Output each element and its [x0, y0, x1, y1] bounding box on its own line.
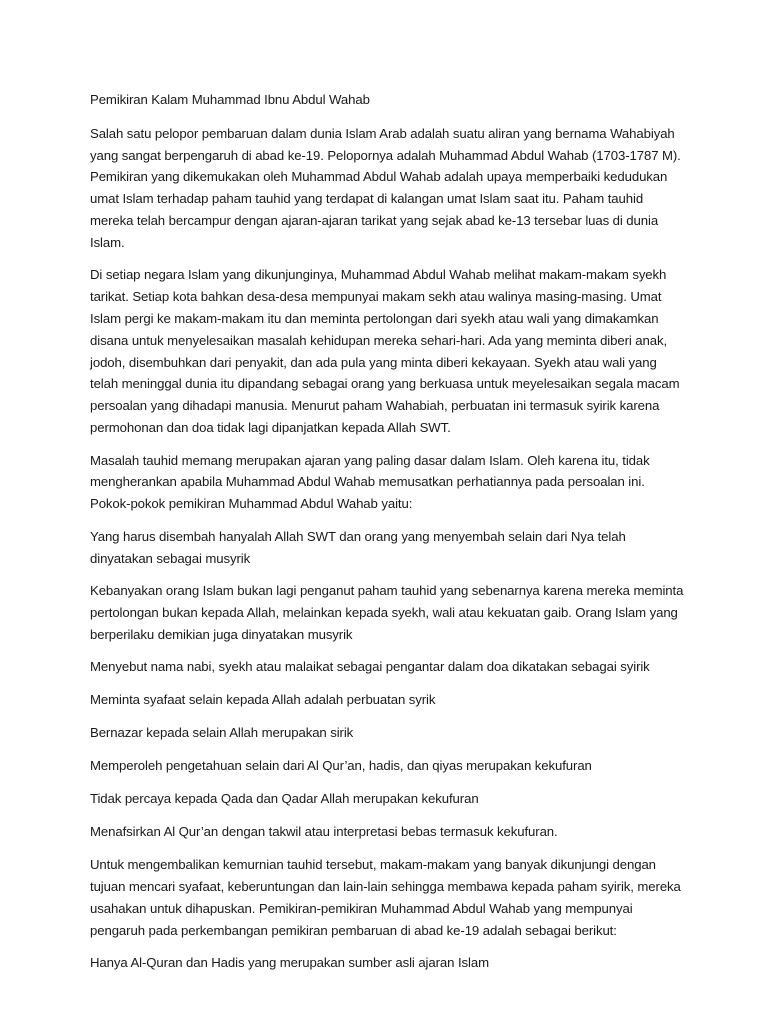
paragraph-point-meminta-syafaat: Meminta syafaat selain kepada Allah adalah perbuatan syrik	[90, 692, 436, 708]
paragraph-point-bernazar: Bernazar kepada selain Allah merupakan sirik	[90, 725, 354, 741]
paragraph-point-alquran-hadis: Hanya Al-Quran dan Hadis yang merupakan sumber asli ajaran Islam	[90, 955, 489, 971]
paragraph-masalah-tauhid: Masalah tauhid memang merupakan ajaran yang paling dasar dalam Islam. Oleh karena itu, tidak mengherankan apabila Muhammad Abdul Wahab memusatkan perhatiannya pada persoalan ini. Pokok-pokok pemikiran Muhammad Abdul Wahab yaitu:	[90, 452, 650, 512]
paragraph-point-menyebut-nama-nabi: Menyebut nama nabi, syekh atau malaikat sebagai pengantar dalam doa dikatakan sebagai syirik	[90, 659, 650, 675]
paragraph-point-memperoleh-pengetahuan: Memperoleh pengetahuan selain dari Al Qur’an, hadis, dan qiyas merupakan kekufuran	[90, 758, 592, 774]
paragraph-point-kebanyakan-orang-islam: Kebanyakan orang Islam bukan lagi penganut paham tauhid yang sebenarnya karena mereka meminta pertolongan bukan kepada Allah, melainkan kepada syekh, wali atau kekuatan gaib. Orang Islam yang berperilaku demikian juga dinyatakan musyrik	[90, 583, 684, 642]
paragraph-point-menafsirkan-alquran: Menafsirkan Al Qur’an dengan takwil atau interpretasi bebas termasuk kekufuran.	[90, 824, 558, 840]
paragraph-point-qada-qadar: Tidak percaya kepada Qada dan Qadar Allah merupakan kekufuran	[90, 791, 479, 807]
paragraph-point-yang-harus-disembah: Yang harus disembah hanyalah Allah SWT dan orang yang menyembah selain dari Nya telah dinyatakan sebagai musyrik	[90, 528, 626, 566]
paragraph-intro-wahabiyah: Salah satu pelopor pembaruan dalam dunia Islam Arab adalah suatu aliran yang bernama Wahabiyah yang sangat berpengaruh di abad ke-19. Pelopornya adalah Muhammad Abdul Wahab (1703-1787 M). Pemikiran yang dikemukakan oleh Muhammad Abdul Wahab adalah upaya memperbaiki kedudukan umat Islam terhadap paham tauhid yang terdapat di kalangan umat Islam saat itu. Paham tauhid mereka telah bercampur dengan ajaran-ajaran tarikat yang sejak abad ke-13 tersebar luas di dunia Islam.	[90, 125, 681, 250]
paragraph-makam-syekh: Di setiap negara Islam yang dikunjunginya, Muhammad Abdul Wahab melihat makam-makam syekh tarikat. Setiap kota bahkan desa-desa mempunyai makam sekh atau walinya masing-masing. Umat Islam pergi ke makam-makam itu dan meminta pertolongan dari syekh atau wali yang dimakamkan disana untuk menyelesaikan masalah kehidupan mereka sehari-hari. Ada yang meminta diberi anak, jodoh, disembuhkan dari penyakit, dan ada pula yang minta diberi kekayaan. Syekh atau wali yang telah meninggal dunia itu dipandang sebagai orang yang berkuasa untuk meyelesaikan segala macam persoalan yang dihadapi manusia. Menurut paham Wahabiah, perbuatan ini termasuk syirik karena permohonan dan doa tidak lagi dipanjatkan kepada Allah SWT.	[90, 267, 680, 435]
document-title: Pemikiran Kalam Muhammad Ibnu Abdul Wahab	[90, 92, 370, 107]
paragraph-mengembalikan-kemurnian: Untuk mengembalikan kemurnian tauhid tersebut, makam-makam yang banyak dikunjungi dengan tujuan mencari syafaat, keberuntungan dan lain-lain sehingga membawa kepada paham syirik, mereka usahakan untuk dihapuskan. Pemikiran-pemikiran Muhammad Abdul Wahab yang mempunyai pengaruh pada perkembangan pemikiran pembaruan di abad ke-19 adalah sebagai berikut:	[90, 857, 681, 938]
